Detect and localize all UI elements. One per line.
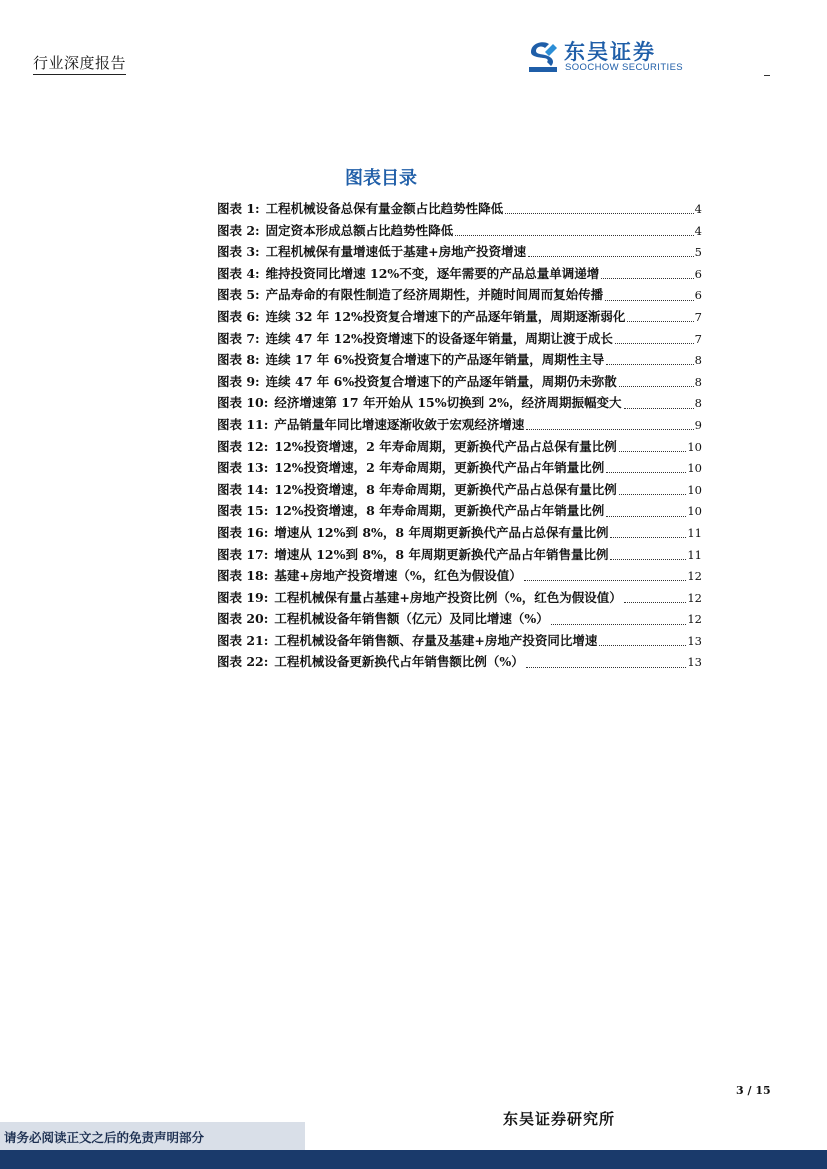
disclaimer-text: 请务必阅读正文之后的免责声明部分: [4, 1130, 205, 1145]
toc-entry-page: 9: [694, 417, 702, 432]
page-number: 3 / 15: [736, 1084, 771, 1097]
toc-dot-leader: [528, 256, 694, 257]
toc-entry-page: 6: [694, 266, 702, 281]
toc-entry-label: 图表 11:: [217, 416, 269, 432]
toc-entry-page: 13: [687, 655, 702, 670]
toc-entry-title: 12%投资增速，8 年寿命周期，更新换代产品占总保有量比例: [274, 481, 617, 497]
toc-entry-title: 12%投资增速，2 年寿命周期，更新换代产品占总保有量比例: [274, 438, 617, 454]
toc-dot-leader: [605, 300, 693, 301]
toc-dot-leader: [624, 602, 687, 603]
toc-entry-page: 12: [687, 569, 702, 584]
toc-entry-label: 图表 2:: [217, 222, 260, 238]
toc-dot-leader: [526, 667, 687, 668]
toc-entry-title: 工程机械保有量占基建+房地产投资比例（%，红色为假设值）: [274, 589, 622, 605]
toc-entry-title: 固定资本形成总额占比趋势性降低: [265, 222, 454, 238]
toc-entry[interactable]: [217, 372, 702, 394]
toc-entry-page: 4: [694, 202, 702, 216]
toc-dot-leader: [627, 321, 693, 322]
toc-entry[interactable]: [217, 631, 702, 653]
toc-entry-title: 工程机械设备总保有量金额占比趋势性降低: [265, 201, 504, 216]
toc-entry-label: 图表 15:: [217, 503, 269, 519]
toc-entry-page: 12: [687, 590, 702, 605]
toc-dot-leader: [524, 580, 687, 581]
toc-entry-title: 工程机械设备年销售额、存量及基建+房地产投资同比增速: [274, 632, 598, 648]
toc-entry[interactable]: [217, 264, 702, 286]
toc-entry-title: 增速从 12%到 8%，8 年周期更新换代产品占年销售量比例: [274, 546, 609, 562]
toc-entry-label: 图表 6:: [217, 308, 260, 324]
toc-entry-title: 连续 47 年 12%投资增速下的设备逐年销量，周期让渡于成长: [265, 330, 613, 346]
toc-dot-leader: [624, 408, 694, 409]
toc-entry-page: 11: [687, 547, 702, 562]
logo-brand-en: SOOCHOW SECURITIES: [565, 62, 684, 73]
toc-list: [217, 199, 702, 674]
toc-entry-page: 8: [694, 353, 702, 368]
toc-entry[interactable]: [217, 523, 702, 545]
toc-entry-label: 图表 4:: [217, 265, 260, 281]
toc-entry-label: 图表 20:: [217, 611, 269, 627]
toc-dot-leader: [619, 451, 687, 452]
toc-dot-leader: [619, 386, 694, 387]
toc-entry-page: 10: [687, 439, 702, 454]
toc-dot-leader: [526, 429, 693, 430]
toc-entry-label: 图表 13:: [217, 460, 269, 476]
toc-dot-leader: [606, 364, 693, 365]
report-type-label: 行业深度报告: [33, 52, 126, 75]
corner-mark: [764, 75, 770, 76]
toc-title: 图表目录: [345, 168, 417, 189]
toc-entry-page: 10: [687, 504, 702, 519]
toc-entry-label: 图表 22:: [217, 654, 269, 670]
toc-entry[interactable]: [217, 437, 702, 459]
toc-entry[interactable]: [217, 501, 702, 523]
toc-entry[interactable]: [217, 242, 702, 264]
toc-entry[interactable]: [217, 545, 702, 567]
toc-dot-leader: [505, 213, 693, 214]
toc-entry[interactable]: [217, 199, 702, 221]
toc-entry[interactable]: [217, 480, 702, 502]
toc-entry[interactable]: [217, 285, 702, 307]
toc-entry-label: 图表 1:: [217, 201, 260, 216]
toc-dot-leader: [615, 343, 694, 344]
toc-entry-label: 图表 14:: [217, 481, 269, 497]
toc-entry[interactable]: [217, 307, 702, 329]
toc-entry[interactable]: [217, 588, 702, 610]
toc-entry[interactable]: [217, 566, 702, 588]
toc-entry-label: 图表 18:: [217, 568, 269, 584]
toc-entry-title: 工程机械设备年销售额（亿元）及同比增速（%）: [274, 611, 549, 627]
toc-entry[interactable]: [217, 221, 702, 243]
toc-entry-label: 图表 9:: [217, 373, 260, 389]
toc-entry[interactable]: [217, 458, 702, 480]
toc-entry-title: 12%投资增速，8 年寿命周期，更新换代产品占年销量比例: [274, 503, 605, 519]
toc-entry-page: 4: [694, 223, 702, 238]
toc-entry-page: 8: [694, 374, 702, 389]
toc-entry-label: 图表 19:: [217, 589, 269, 605]
toc-entry-label: 图表 7:: [217, 330, 260, 346]
soochow-logo: [527, 38, 697, 74]
toc-entry[interactable]: [217, 329, 702, 351]
toc-entry-page: 11: [687, 525, 702, 540]
toc-entry-title: 经济增速第 17 年开始从 15%切换到 2%，经济周期振幅变大: [274, 395, 622, 411]
toc-dot-leader: [601, 278, 693, 279]
toc-entry-page: 10: [687, 482, 702, 497]
toc-entry-title: 增速从 12%到 8%，8 年周期更新换代产品占总保有量比例: [274, 524, 609, 540]
toc-entry-title: 维持投资同比增速 12%不变，逐年需要的产品总量单调递增: [265, 265, 600, 281]
toc-dot-leader: [619, 494, 687, 495]
scs-logo-icon: [527, 38, 559, 72]
toc-dot-leader: [610, 537, 686, 538]
toc-entry-label: 图表 5:: [217, 287, 260, 303]
toc-entry-page: 5: [694, 245, 702, 260]
toc-entry-label: 图表 10:: [217, 395, 269, 411]
toc-entry-label: 图表 17:: [217, 546, 269, 562]
toc-entry-page: 12: [687, 612, 702, 627]
toc-entry-title: 工程机械设备更新换代占年销售额比例（%）: [274, 654, 524, 670]
toc-entry-label: 图表 21:: [217, 632, 269, 648]
toc-entry-label: 图表 3:: [217, 244, 260, 260]
footer-bar: [0, 1150, 827, 1169]
toc-dot-leader: [455, 235, 693, 236]
toc-entry-title: 产品寿命的有限性制造了经济周期性，并随时间周而复始传播: [265, 287, 604, 303]
toc-entry-page: 6: [694, 288, 702, 303]
toc-entry-label: 图表 12:: [217, 438, 269, 454]
toc-entry-title: 连续 32 年 12%投资复合增速下的产品逐年销量，周期逐渐弱化: [265, 308, 626, 324]
toc-entry-title: 产品销量年同比增速逐渐收敛于宏观经济增速: [274, 416, 525, 432]
institute-name: 东吴证券研究所: [503, 1110, 616, 1128]
toc-entry-title: 连续 47 年 6%投资复合增速下的产品逐年销量，周期仍未弥散: [265, 373, 617, 389]
toc-entry-title: 连续 17 年 6%投资复合增速下的产品逐年销量，周期性主导: [265, 352, 605, 368]
toc-entry-label: 图表 16:: [217, 524, 269, 540]
toc-entry-title: 12%投资增速，2 年寿命周期，更新换代产品占年销量比例: [274, 460, 605, 476]
toc-entry-title: 工程机械保有量增速低于基建+房地产投资增速: [265, 244, 527, 260]
toc-entry[interactable]: [217, 415, 702, 437]
toc-entry-label: 图表 8:: [217, 352, 260, 368]
toc-dot-leader: [606, 472, 686, 473]
disclaimer-box: [0, 1122, 305, 1150]
toc-entry-page: 13: [687, 633, 702, 648]
toc-entry-page: 10: [687, 461, 702, 476]
toc-dot-leader: [606, 516, 686, 517]
toc-entry[interactable]: [217, 652, 702, 674]
toc-entry[interactable]: [217, 393, 702, 415]
toc-entry-page: 7: [694, 331, 702, 346]
toc-entry-page: 8: [694, 396, 702, 411]
toc-entry[interactable]: [217, 609, 702, 631]
toc-dot-leader: [599, 645, 686, 646]
toc-dot-leader: [610, 559, 686, 560]
logo-brand-cn: 东吴证券: [564, 40, 656, 64]
toc-entry-title: 基建+房地产投资增速（%，红色为假设值）: [274, 568, 522, 584]
toc-entry-page: 7: [694, 309, 702, 324]
toc-entry[interactable]: [217, 350, 702, 372]
toc-dot-leader: [551, 624, 687, 625]
